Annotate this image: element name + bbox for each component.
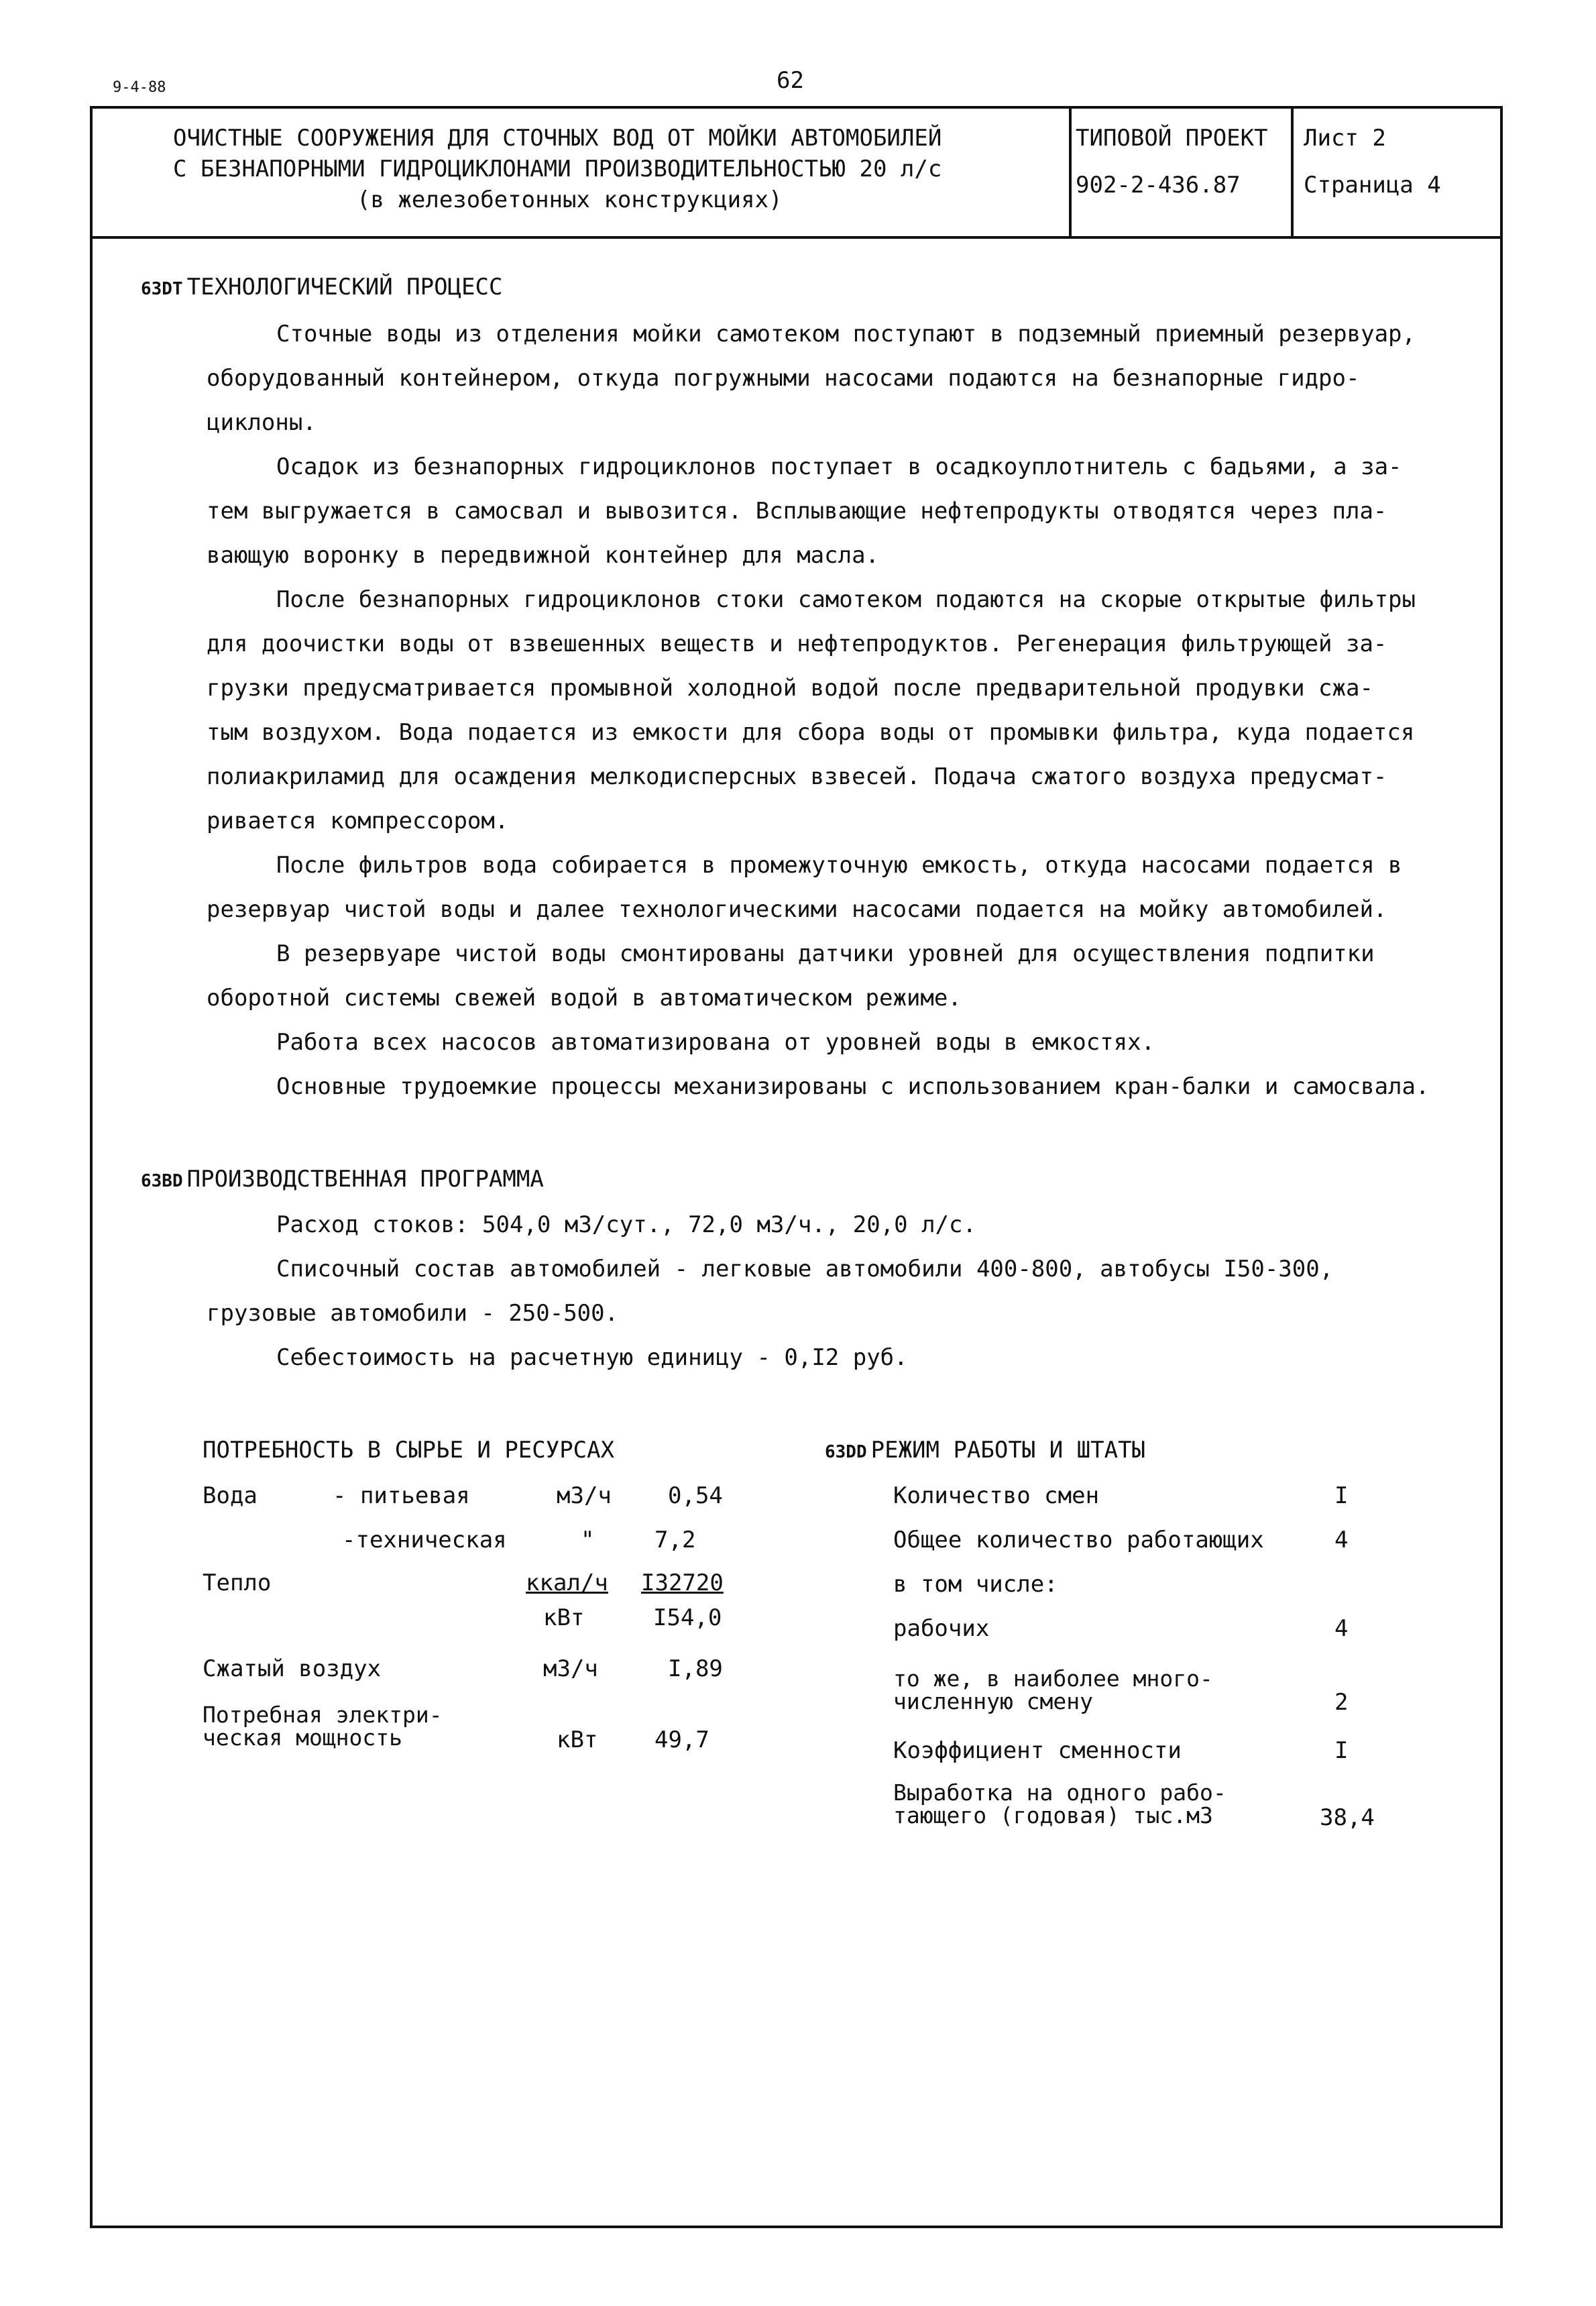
header-divider-vertical: [1069, 106, 1072, 237]
power-unit: кВт: [557, 1726, 598, 1753]
section-code: 63DT: [141, 279, 183, 299]
text-line: тым воздухом. Вода подается из емкости для сбора воды от промывки фильтра, куда подается: [207, 719, 1415, 746]
shifts-value: I: [1334, 1482, 1349, 1509]
section-title: ТЕХНОЛОГИЧЕСКИЙ ПРОЦЕСС: [186, 274, 503, 300]
busy-shift-label: численную смену: [893, 1688, 1094, 1714]
text-line: грузовые автомобили - 250-500.: [207, 1300, 619, 1327]
coef-value: I: [1334, 1737, 1349, 1764]
heat-unit-kcal: ккал/ч: [526, 1570, 608, 1596]
resources-title: ПОТРЕБНОСТЬ В СЫРЬЕ И РЕСУРСАХ: [203, 1437, 615, 1464]
text-line: В резервуаре чистой воды смонтированы датчики уровней для осуществления подпитки: [276, 940, 1375, 967]
text-line: Работа всех насосов автоматизирована от уровней воды в емкостях.: [276, 1029, 1155, 1056]
text-line: грузки предусматривается промывной холодной водой после предварительной продувки сжа-: [207, 675, 1373, 702]
header-divider-vertical: [1291, 106, 1294, 237]
including-label: в том числе:: [893, 1571, 1058, 1598]
water-tech-label: -техническая: [342, 1527, 507, 1553]
project-label: ТИПОВОЙ ПРОЕКТ: [1076, 125, 1268, 152]
text-line: Осадок из безнапорных гидроциклонов поступает в осадкоуплотнитель с бадьями, а за-: [276, 453, 1402, 480]
output-label: тающего (годовая) тыс.м3: [893, 1802, 1213, 1828]
laborers-label: рабочих: [893, 1615, 990, 1642]
workers-label: Общее количество работающих: [893, 1527, 1264, 1553]
staff-heading: [825, 1437, 1145, 1464]
text-line: Основные трудоемкие процессы механизированы с использованием кран-балки и самосвала.: [276, 1073, 1430, 1100]
project-number: 902-2-436.87: [1076, 172, 1241, 199]
power-label: Потребная электри-: [203, 1702, 443, 1728]
heat-label: Тепло: [203, 1570, 272, 1596]
text-line: циклоны.: [207, 409, 317, 436]
air-value: I,89: [668, 1655, 723, 1682]
water-label: Вода: [203, 1482, 258, 1509]
header-title-line: С БЕЗНАПОРНЫМИ ГИДРОЦИКЛОНАМИ ПРОИЗВОДИТЕЛЬНОСТЬЮ 20 л/с: [173, 156, 942, 182]
water-drink-value: 0,54: [668, 1482, 723, 1509]
section-title: ПРОИЗВОДСТВЕННАЯ ПРОГРАММА: [186, 1166, 544, 1193]
heat-unit-kw: кВт: [543, 1604, 585, 1631]
page-label: Страница 4: [1304, 172, 1441, 199]
staff-title: РЕЖИМ РАБОТЫ И ШТАТЫ: [870, 1437, 1146, 1464]
laborers-value: 4: [1334, 1615, 1349, 1642]
heat-value-kcal: I32720: [641, 1570, 724, 1596]
air-unit: м3/ч: [543, 1655, 598, 1682]
power-value: 49,7: [654, 1726, 709, 1753]
text-line: Расход стоков: 504,0 м3/сут., 72,0 м3/ч., 20,0 л/с.: [276, 1211, 976, 1238]
water-drink-label: - питьевая: [333, 1482, 470, 1509]
shifts-label: Количество смен: [893, 1482, 1100, 1509]
busy-shift-label: то же, в наиболее много-: [893, 1665, 1213, 1692]
output-label: Выработка на одного рабо-: [893, 1779, 1227, 1806]
sheet-code: 9-4-88: [113, 79, 166, 96]
coef-label: Коэффициент сменности: [893, 1737, 1182, 1764]
text-line: оборудованный контейнером, откуда погружными насосами подаются на безнапорные гидро-: [207, 365, 1360, 392]
text-line: После безнапорных гидроциклонов стоки самотеком подаются на скорые открытые фильтры: [276, 586, 1416, 613]
page-number: 62: [777, 67, 804, 94]
workers-value: 4: [1334, 1527, 1349, 1553]
text-line: вающую воронку в передвижной контейнер для масла.: [207, 542, 880, 569]
water-drink-unit: м3/ч: [557, 1482, 612, 1509]
water-tech-value: 7,2: [654, 1527, 696, 1553]
output-value: 38,4: [1320, 1804, 1375, 1831]
text-line: резервуар чистой воды и далее технологическими насосами подается на мойку автомобилей.: [207, 896, 1387, 923]
text-line: Сточные воды из отделения мойки самотеком поступают в подземный приемный резервуар,: [276, 321, 1416, 347]
text-line: Себестоимость на расчетную единицу - 0,I2 руб.: [276, 1344, 908, 1371]
text-line: тем выгружается в самосвал и вывозится. Всплывающие нефтепродукты отводятся через пла-: [207, 498, 1387, 525]
section-code: 63BD: [141, 1171, 183, 1191]
sheet-label: Лист 2: [1304, 125, 1386, 152]
text-line: После фильтров вода собирается в промежуточную емкость, откуда насосами подается в: [276, 852, 1402, 879]
header-title-line: (в железобетонных конструкциях): [357, 186, 783, 213]
text-line: ривается компрессором.: [207, 808, 509, 834]
busy-shift-value: 2: [1334, 1689, 1349, 1716]
heat-value-kw: I54,0: [653, 1604, 722, 1631]
header-title-line: ОЧИСТНЫЕ СООРУЖЕНИЯ ДЛЯ СТОЧНЫХ ВОД ОТ МОЙКИ АВТОМОБИЛЕЙ: [173, 125, 942, 152]
power-label: ческая мощность: [203, 1724, 403, 1751]
text-line: полиакриламид для осаждения мелкодисперсных взвесей. Подача сжатого воздуха предусмат-: [207, 763, 1387, 790]
air-label: Сжатый воздух: [203, 1655, 382, 1682]
text-line: оборотной системы свежей водой в автоматическом режиме.: [207, 985, 962, 1011]
section-heading: [141, 274, 502, 300]
text-line: для доочистки воды от взвешенных веществ и нефтепродуктов. Регенерация фильтрующей за-: [207, 630, 1387, 657]
water-tech-unit: ": [581, 1527, 595, 1553]
text-line: Списочный состав автомобилей - легковые автомобили 400-800, автобусы I50-300,: [276, 1256, 1334, 1282]
section-heading: [141, 1166, 544, 1193]
section-code: 63DD: [825, 1442, 867, 1462]
